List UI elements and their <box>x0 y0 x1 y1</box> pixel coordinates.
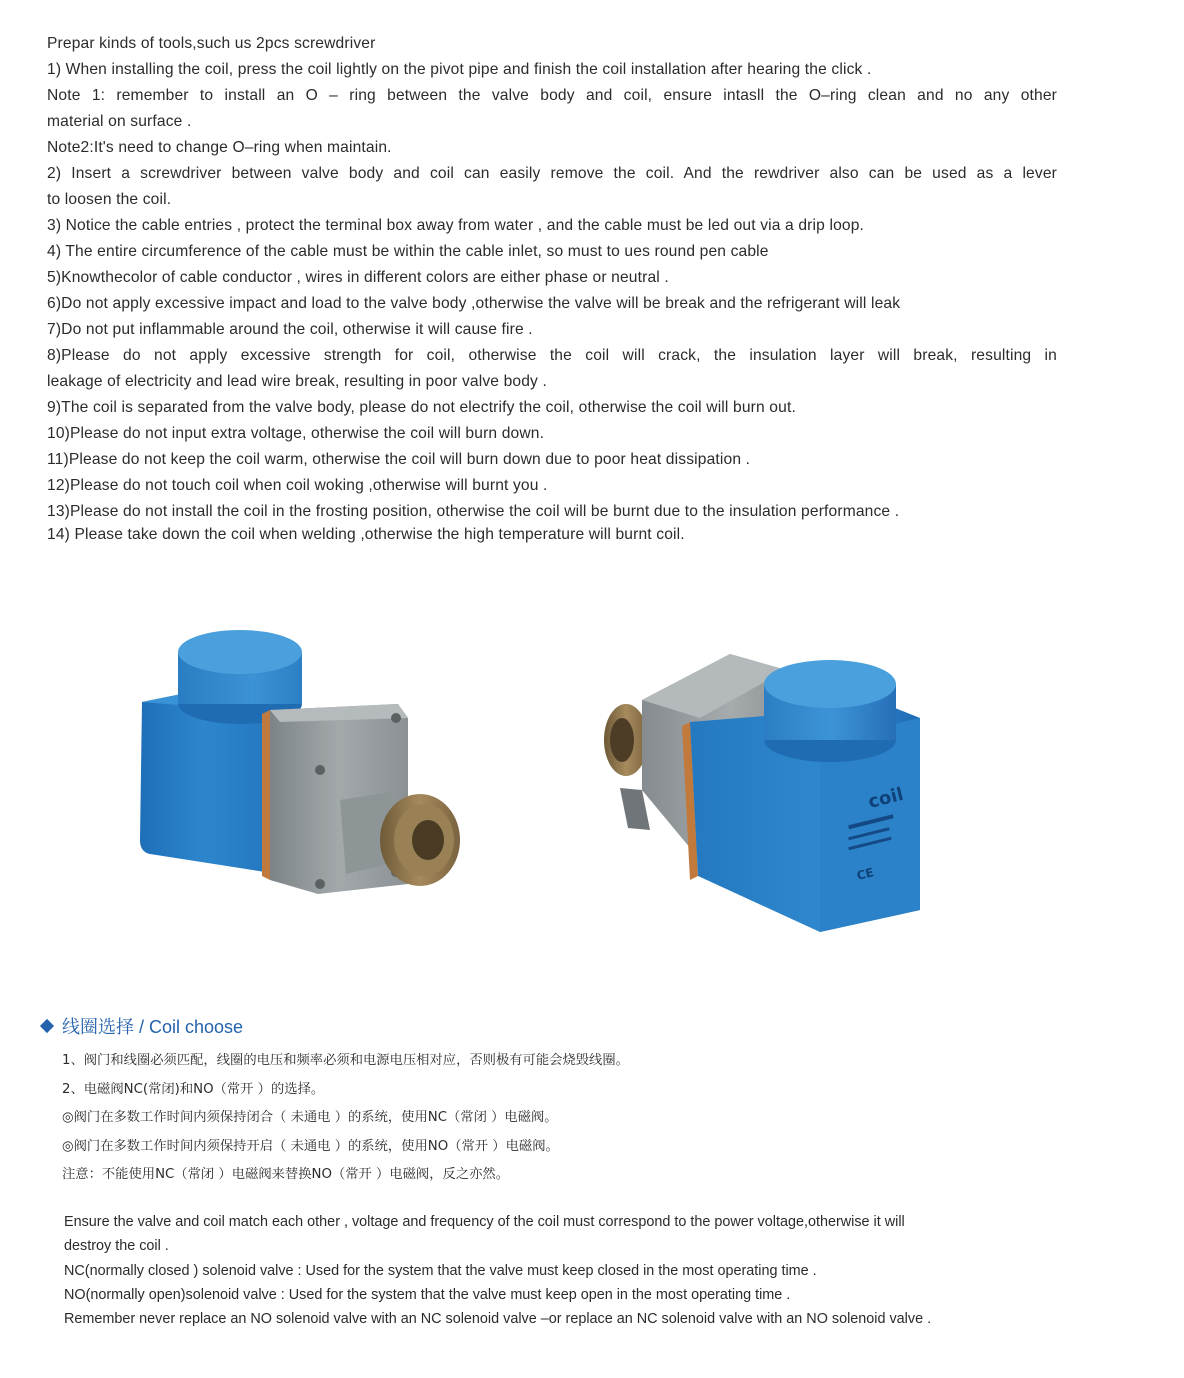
diamond-bullet-icon <box>40 1019 54 1033</box>
instruction-line-6: 6)Do not apply excessive impact and load to the valve body ,otherwise the valve will be break and the refrigerant will leak <box>47 295 901 312</box>
en-note-remember: Remember never replace an NO solenoid valve with an NC solenoid valve –or replace an NC solenoid valve with an NO solenoid valve . <box>64 1311 932 1328</box>
section-heading-coil-choose <box>42 1013 243 1039</box>
instruction-line-8: 8)Please do not apply excessive strength for coil, otherwise the coil will crack, the insulation layer will break, resulting in <box>47 347 1057 364</box>
instruction-line-tools: Prepar kinds of tools,such us 2pcs screwdriver <box>47 35 376 52</box>
instruction-note-1-cont: material on surface . <box>47 113 192 130</box>
cn-item-4: ◎阀门在多数工作时间内须保持开启（ 未通电 ）的系统，使用NO（常开 ）电磁阀。 <box>62 1138 559 1154</box>
instruction-note-1: Note 1: remember to install an O – ring between the valve body and coil, ensure intasll the O–ring clean and no any other <box>47 87 1057 104</box>
instruction-line-2: 2) Insert a screwdriver between valve body and coil can easily remove the coil. And the rewdriver also can be used as a lever <box>47 165 1057 182</box>
coil-photo-front <box>130 622 480 912</box>
coil-label-text: coil <box>866 783 906 813</box>
instruction-line-2-cont: to loosen the coil. <box>47 191 172 208</box>
coil-choose-cn-list <box>62 1047 629 1190</box>
coil-photo-angled <box>590 640 930 940</box>
instruction-note-2: Note2:It's need to change O–ring when maintain. <box>47 139 392 156</box>
en-note-no: NO(normally open)solenoid valve : Used for the system that the valve must keep open in the most operating time . <box>64 1286 791 1303</box>
coil-choose-en-notes <box>64 1210 1024 1331</box>
instruction-line-5: 5)Knowthecolor of cable conductor , wires in different colors are either phase or neutral . <box>47 269 669 286</box>
cn-item-1: 1、阀门和线圈必须匹配，线圈的电压和频率必须和电源电压相对应，否则极有可能会烧毁线圈。 <box>62 1053 629 1068</box>
instruction-line-14: 14) Please take down the coil when welding ,otherwise the high temperature will burnt coil. <box>47 526 685 543</box>
en-note-1-cont: destroy the coil . <box>64 1238 169 1255</box>
instruction-line-12: 12)Please do not touch coil when coil woking ,otherwise will burnt you . <box>47 477 548 494</box>
cn-item-5: 注意：不能使用NC（常闭 ）电磁阀来替换NO（常开 ）电磁阀，反之亦然。 <box>62 1167 510 1182</box>
instruction-line-9: 9)The coil is separated from the valve body, please do not electrify the coil, otherwise the coil will burn out. <box>47 399 796 416</box>
cn-item-3: ◎阀门在多数工作时间内须保持闭合（ 未通电 ）的系统，使用NC（常闭 ）电磁阀。 <box>62 1110 558 1125</box>
en-note-nc: NC(normally closed ) solenoid valve : Used for the system that the valve must keep closed in the most operating time . <box>64 1262 817 1279</box>
cn-item-2: 2、电磁阀NC(常闭)和NO（常开 ）的选择。 <box>62 1081 325 1097</box>
section-heading-text: 线圈选择 / Coil choose <box>62 1017 244 1037</box>
ce-mark: CE <box>855 865 876 883</box>
instruction-line-1: 1) When installing the coil, press the coil lightly on the pivot pipe and finish the coil installation after hearing the click . <box>47 61 872 78</box>
instruction-line-3: 3) Notice the cable entries , protect the terminal box away from water , and the cable must be led out via a drip loop. <box>47 217 865 234</box>
instruction-line-8-cont: leakage of electricity and lead wire break, resulting in poor valve body . <box>47 373 547 390</box>
instruction-line-11: 11)Please do not keep the coil warm, otherwise the coil will burn down due to poor heat dissipation . <box>47 451 751 468</box>
instruction-line-10: 10)Please do not input extra voltage, otherwise the coil will burn down. <box>47 425 545 442</box>
instruction-line-4: 4) The entire circumference of the cable must be within the cable inlet, so must to ues round pen cable <box>47 243 769 260</box>
instruction-line-7: 7)Do not put inflammable around the coil, otherwise it will cause fire . <box>47 321 533 338</box>
instructions-block <box>47 31 1057 545</box>
instruction-line-13: 13)Please do not install the coil in the frosting position, otherwise the coil will be burnt due to the insulation performance . <box>47 503 900 520</box>
en-note-1: Ensure the valve and coil match each other , voltage and frequency of the coil must correspond to the power voltage,otherwise it will <box>64 1214 905 1230</box>
